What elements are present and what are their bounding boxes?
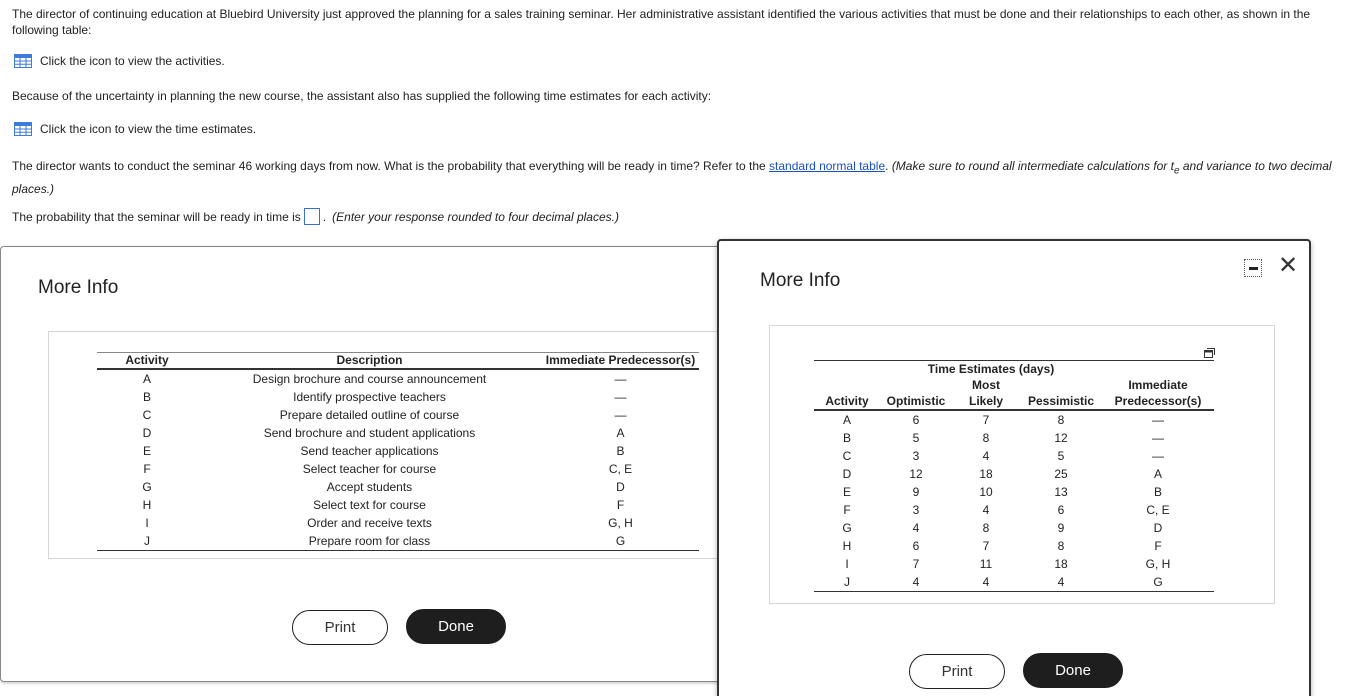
col-description: Description: [197, 353, 542, 370]
cell-activity: C: [142, 408, 152, 422]
cell-predecessor: —: [1152, 413, 1164, 427]
question-part-b: .: [885, 159, 889, 173]
table-icon[interactable]: [14, 54, 32, 68]
cell-likely: 7: [982, 539, 990, 553]
cell-predecessor: A: [1153, 467, 1162, 481]
question-text: [12, 157, 1357, 199]
table-row: [814, 501, 1214, 519]
print-button[interactable]: Print: [292, 610, 388, 645]
table-row: [97, 478, 699, 496]
cell-predecessor: G: [542, 532, 699, 551]
cell-likely: 4: [982, 449, 990, 463]
cell-description: Send brochure and student applications: [263, 426, 476, 440]
cell-pessimistic: 13: [1054, 485, 1068, 499]
cell-pessimistic: 25: [1054, 467, 1068, 481]
cell-pessimistic: 5: [1057, 449, 1065, 463]
cell-description: Select teacher for course: [302, 462, 437, 476]
cell-optimistic: 3: [912, 503, 920, 517]
table-row: [814, 573, 1214, 592]
table-row: [97, 424, 699, 442]
done-button[interactable]: Done: [406, 609, 506, 644]
table-row: [97, 460, 699, 478]
cell-optimistic: 4: [880, 573, 952, 592]
cell-predecessor: —: [1152, 449, 1164, 463]
table-row: [97, 369, 699, 388]
table-row: [814, 519, 1214, 537]
close-button[interactable]: ✕: [1278, 252, 1299, 279]
cell-activity: F: [843, 503, 851, 517]
cell-likely: 11: [979, 557, 993, 571]
cell-activity: F: [143, 462, 151, 476]
cell-pessimistic: 8: [1057, 539, 1065, 553]
cell-description: Design brochure and course announcement: [252, 372, 487, 386]
cell-description: Prepare room for class: [197, 532, 542, 551]
cell-likely: 8: [982, 431, 990, 445]
more-info-dialog-activities: [0, 246, 722, 682]
answer-note: (Enter your response rounded to four decimal places.): [332, 209, 619, 224]
col-likely: Likely: [952, 393, 1020, 410]
cell-description: Accept students: [326, 480, 413, 494]
cell-activity: H: [142, 498, 152, 512]
answer-suffix: .: [322, 209, 327, 224]
table-row: [814, 429, 1214, 447]
table-icon[interactable]: [14, 122, 32, 136]
cell-activity: B: [842, 431, 851, 445]
estimates-table: [814, 360, 1214, 592]
cell-likely: 18: [979, 467, 993, 481]
cell-activity: B: [142, 390, 151, 404]
cell-activity: D: [142, 426, 152, 440]
cell-optimistic: 6: [912, 539, 920, 553]
print-button[interactable]: Print: [909, 654, 1005, 689]
cell-optimistic: 3: [912, 449, 920, 463]
cell-description: Prepare detailed outline of course: [279, 408, 460, 422]
minimize-button[interactable]: [1244, 259, 1262, 277]
col-activity: Activity: [814, 393, 880, 410]
activities-table: [97, 352, 699, 551]
table-row: [97, 496, 699, 514]
cell-likely: 8: [982, 521, 990, 535]
estimates-link-text[interactable]: Click the icon to view the time estimates.: [40, 122, 257, 136]
uncertainty-text: Because of the uncertainty in planning the new course, the assistant also has supplied the following time estimates for each activity:: [12, 89, 712, 103]
problem-intro: The director of continuing education at Bluebird University just approved the planning for a sales training seminar. Her administrative assistant identified the various activities that must be done and their relationships to each other, as shown in the following table:: [12, 7, 1311, 37]
cell-description: Send teacher applications: [300, 444, 439, 458]
cell-likely: 4: [982, 503, 990, 517]
cell-optimistic: 4: [912, 521, 920, 535]
table-row: [814, 410, 1214, 429]
cell-predecessor: —: [614, 408, 627, 422]
cell-activity: I: [145, 516, 149, 530]
cell-predecessor: —: [614, 390, 627, 404]
cell-pessimistic: 9: [1057, 521, 1065, 535]
estimates-panel: [769, 325, 1275, 604]
cell-pessimistic: 6: [1057, 503, 1065, 517]
expand-icon[interactable]: [1204, 348, 1215, 358]
cell-predecessor: G: [1102, 573, 1214, 592]
table-row: [97, 514, 699, 532]
cell-activity: I: [845, 557, 849, 571]
cell-predecessor: D: [1153, 521, 1163, 535]
cell-predecessor: B: [616, 444, 625, 458]
cell-predecessor: A: [616, 426, 625, 440]
cell-optimistic: 9: [912, 485, 920, 499]
cell-activity: E: [142, 444, 151, 458]
table-row: [97, 406, 699, 424]
answer-prefix: The probability that the seminar will be ready in time is: [12, 209, 301, 224]
cell-description: Select text for course: [313, 498, 426, 512]
cell-likely: 10: [979, 485, 993, 499]
col-most: Most: [972, 378, 1000, 392]
cell-predecessor: D: [616, 480, 625, 494]
table-row: [814, 447, 1214, 465]
dialog-title: More Info: [760, 270, 841, 291]
col-predecessor: Immediate Predecessor(s): [542, 353, 699, 370]
cell-description: Order and receive texts: [307, 516, 432, 530]
cell-optimistic: 7: [912, 557, 920, 571]
cell-pessimistic: 8: [1057, 413, 1065, 427]
cell-optimistic: 5: [912, 431, 920, 445]
activities-panel: [48, 331, 722, 559]
cell-activity: E: [842, 485, 851, 499]
cell-predecessor: C, E: [1146, 503, 1170, 517]
table-row: [814, 465, 1214, 483]
cell-likely: 4: [952, 573, 1020, 592]
col-group-time-estimates: Time Estimates (days): [880, 361, 1102, 378]
col-immediate: Immediate: [1128, 378, 1188, 392]
table-row: [97, 442, 699, 460]
rounding-note-a: (Make sure to round all intermediate calculations for t: [891, 159, 1174, 173]
question-part-a: The director wants to conduct the seminar 46 working days from now. What is the probability that everything will be ready in time? Refer to the: [12, 159, 766, 173]
cell-activity: J: [814, 573, 880, 592]
col-activity: Activity: [97, 353, 197, 370]
probability-answer-input[interactable]: [304, 208, 320, 225]
activities-link-text[interactable]: Click the icon to view the activities.: [40, 54, 225, 68]
table-row: [814, 537, 1214, 555]
cell-predecessor: F: [1154, 539, 1162, 553]
cell-activity: H: [842, 539, 852, 553]
cell-pessimistic: 18: [1054, 557, 1068, 571]
col-optimistic: Optimistic: [880, 393, 952, 410]
cell-predecessor: —: [614, 372, 627, 386]
minimize-icon: [1249, 267, 1258, 270]
cell-description: Identify prospective teachers: [293, 390, 446, 404]
col-pessimistic: Pessimistic: [1020, 393, 1102, 410]
rounding-note-b: and variance to two decimal places.): [12, 159, 1332, 197]
cell-predecessor: C, E: [608, 462, 633, 476]
cell-activity: A: [142, 372, 151, 386]
cell-activity: C: [842, 449, 852, 463]
col-predecessor: Predecessor(s): [1102, 393, 1214, 410]
cell-activity: J: [97, 532, 197, 551]
more-info-dialog-estimates: [717, 239, 1311, 696]
table-row: [97, 388, 699, 406]
cell-activity: D: [842, 467, 852, 481]
cell-predecessor: B: [1153, 485, 1162, 499]
table-row: [814, 555, 1214, 573]
done-button[interactable]: Done: [1023, 653, 1123, 688]
cell-predecessor: F: [616, 498, 625, 512]
cell-predecessor: G, H: [608, 516, 633, 530]
cell-optimistic: 6: [912, 413, 920, 427]
cell-predecessor: —: [1152, 431, 1164, 445]
table-row: [97, 532, 699, 551]
estimates-link-row[interactable]: [14, 122, 256, 136]
cell-pessimistic: 4: [1020, 573, 1102, 592]
answer-row: [12, 208, 619, 225]
activities-link-row[interactable]: [14, 54, 225, 68]
cell-activity: A: [842, 413, 851, 427]
cell-activity: G: [842, 521, 852, 535]
cell-likely: 7: [982, 413, 990, 427]
dialog-title: More Info: [38, 277, 119, 298]
table-row: [814, 483, 1214, 501]
standard-normal-table-link[interactable]: standard normal table: [769, 159, 886, 173]
cell-activity: G: [142, 480, 152, 494]
rounding-note-sub: e: [1173, 165, 1180, 177]
cell-predecessor: G, H: [1145, 557, 1171, 571]
cell-pessimistic: 12: [1054, 431, 1068, 445]
cell-optimistic: 12: [909, 467, 923, 481]
